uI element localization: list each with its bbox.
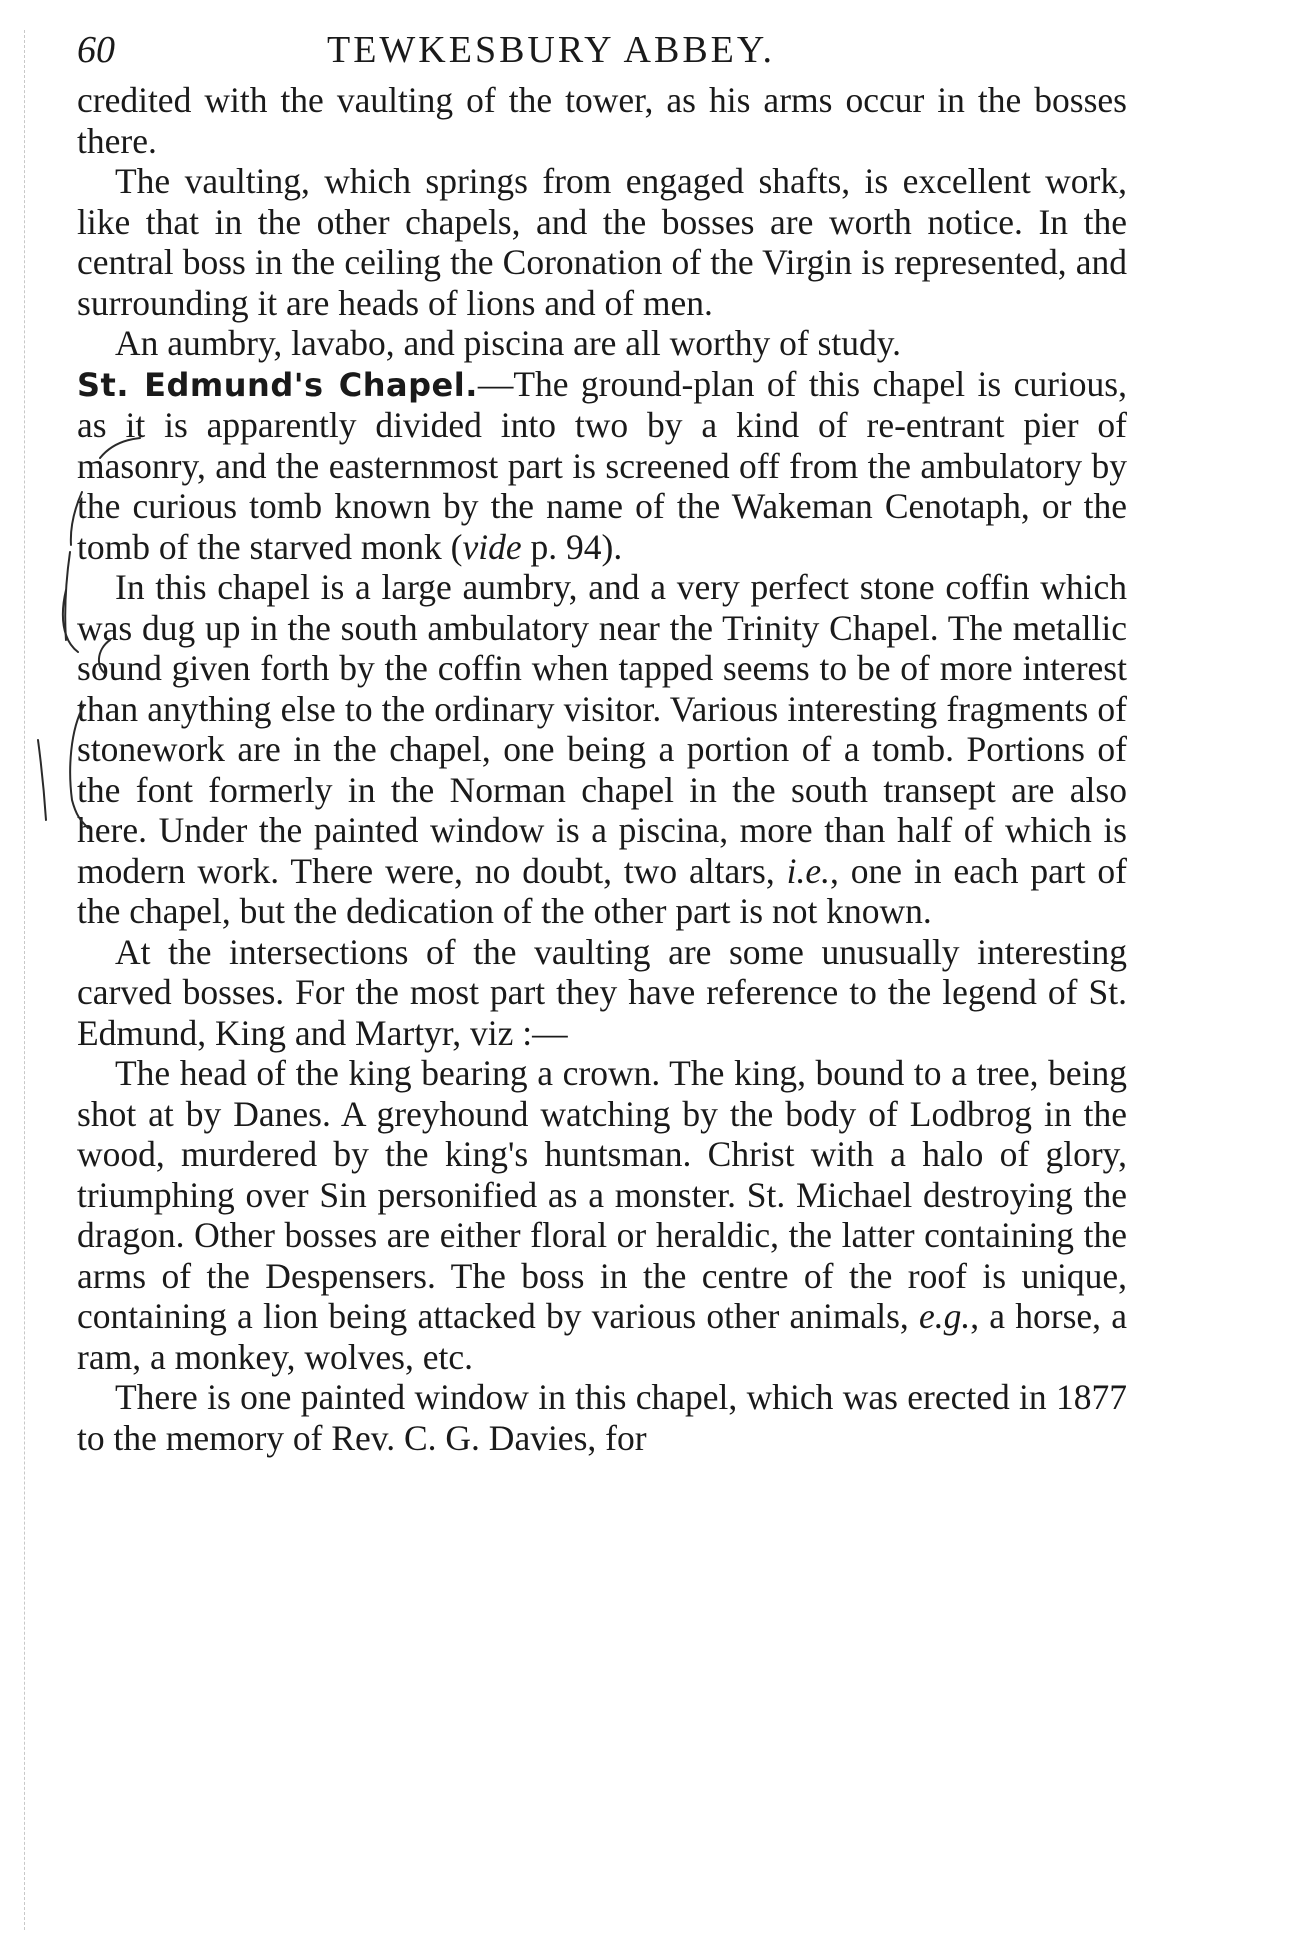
ie-abbrev: i.e. (786, 850, 830, 891)
bosses-list-paragraph (77, 1053, 1127, 1377)
edmund-chapel-paragraph (77, 364, 1127, 568)
chapel-text: In this chapel is a large aumbry, and a very perfect stone coffin which was dug up in the south ambulatory near the Trinity Chapel. The metallic sound given forth by the coffin when tapped seems to be of more interest than anything else to the ordinary visitor. Various interesting fragments of stonework are in the chapel, one being a portion of a tomb. Portions of the font formerly in the Norman chapel in the south transept are also here. Under the painted window is a piscina, more than half of which is modern work. There were, no doubt, two altars, (77, 567, 1127, 891)
running-head: TEWKESBURY ABBEY. (327, 29, 775, 71)
bosses-list-text-end: , a horse, a ram, a monkey, wolves, etc. (77, 1296, 1127, 1377)
page-number: 60 (77, 29, 115, 71)
chapel-paragraph (77, 567, 1127, 932)
page-edge-rule (24, 30, 25, 1930)
paragraph: credited with the vaulting of the tower, as his arms occur in the bosses there. (77, 80, 1127, 161)
edmund-text: —The ground-plan of this chapel is curious, as it is apparently divided into two by a kind of re-entrant pier of masonry, and the easternmost part is screened off from the ambulatory by the curious tomb known by the name of the Wakeman Cenotaph, or the tomb of the starved monk ( (77, 363, 1127, 567)
edmund-text-end: p. 94). (521, 526, 623, 567)
vide-ref: vide (462, 526, 522, 567)
bosses-list-text: The head of the king bearing a crown. The king, bound to a tree, being shot at by Danes. A greyhound watching by the body of Lodbrog in the wood, murdered by the king's huntsman. Christ with a halo of glory, triumphing over Sin personified as a monster. St. Michael destroying the dragon. Other bosses are either floral or heraldic, the latter containing the arms of the Despensers. The boss in the centre of the roof is unique, containing a lion being attacked by various other animals, (77, 1053, 1127, 1336)
chapel-text-end: , one in each part of the chapel, but the dedication of the other part is not known. (77, 850, 1127, 931)
paragraph: An aumbry, lavabo, and piscina are all worthy of study. (115, 323, 902, 363)
eg-abbrev: e.g. (918, 1296, 971, 1336)
paragraph: The vaulting, which springs from engaged shafts, is excellent work, like that in the other chapels, and the bosses are worth notice. In the central boss in the ceiling the Coronation of the Virgin is represented, and surrounding it are heads of lions and of men. (77, 161, 1127, 323)
body-text (77, 80, 1127, 1458)
window-paragraph: There is one painted window in this chapel, which was erected in 1877 to the memory of Rev. C. G. Davies, for (77, 1377, 1127, 1458)
page-header (77, 28, 1127, 88)
section-heading: St. Edmund's Chapel. (77, 365, 478, 404)
bosses-paragraph: At the intersections of the vaulting are some unusually interesting carved bosses. For the most part they have reference to the legend of St. Edmund, King and Martyr, viz :— (77, 931, 1127, 1053)
